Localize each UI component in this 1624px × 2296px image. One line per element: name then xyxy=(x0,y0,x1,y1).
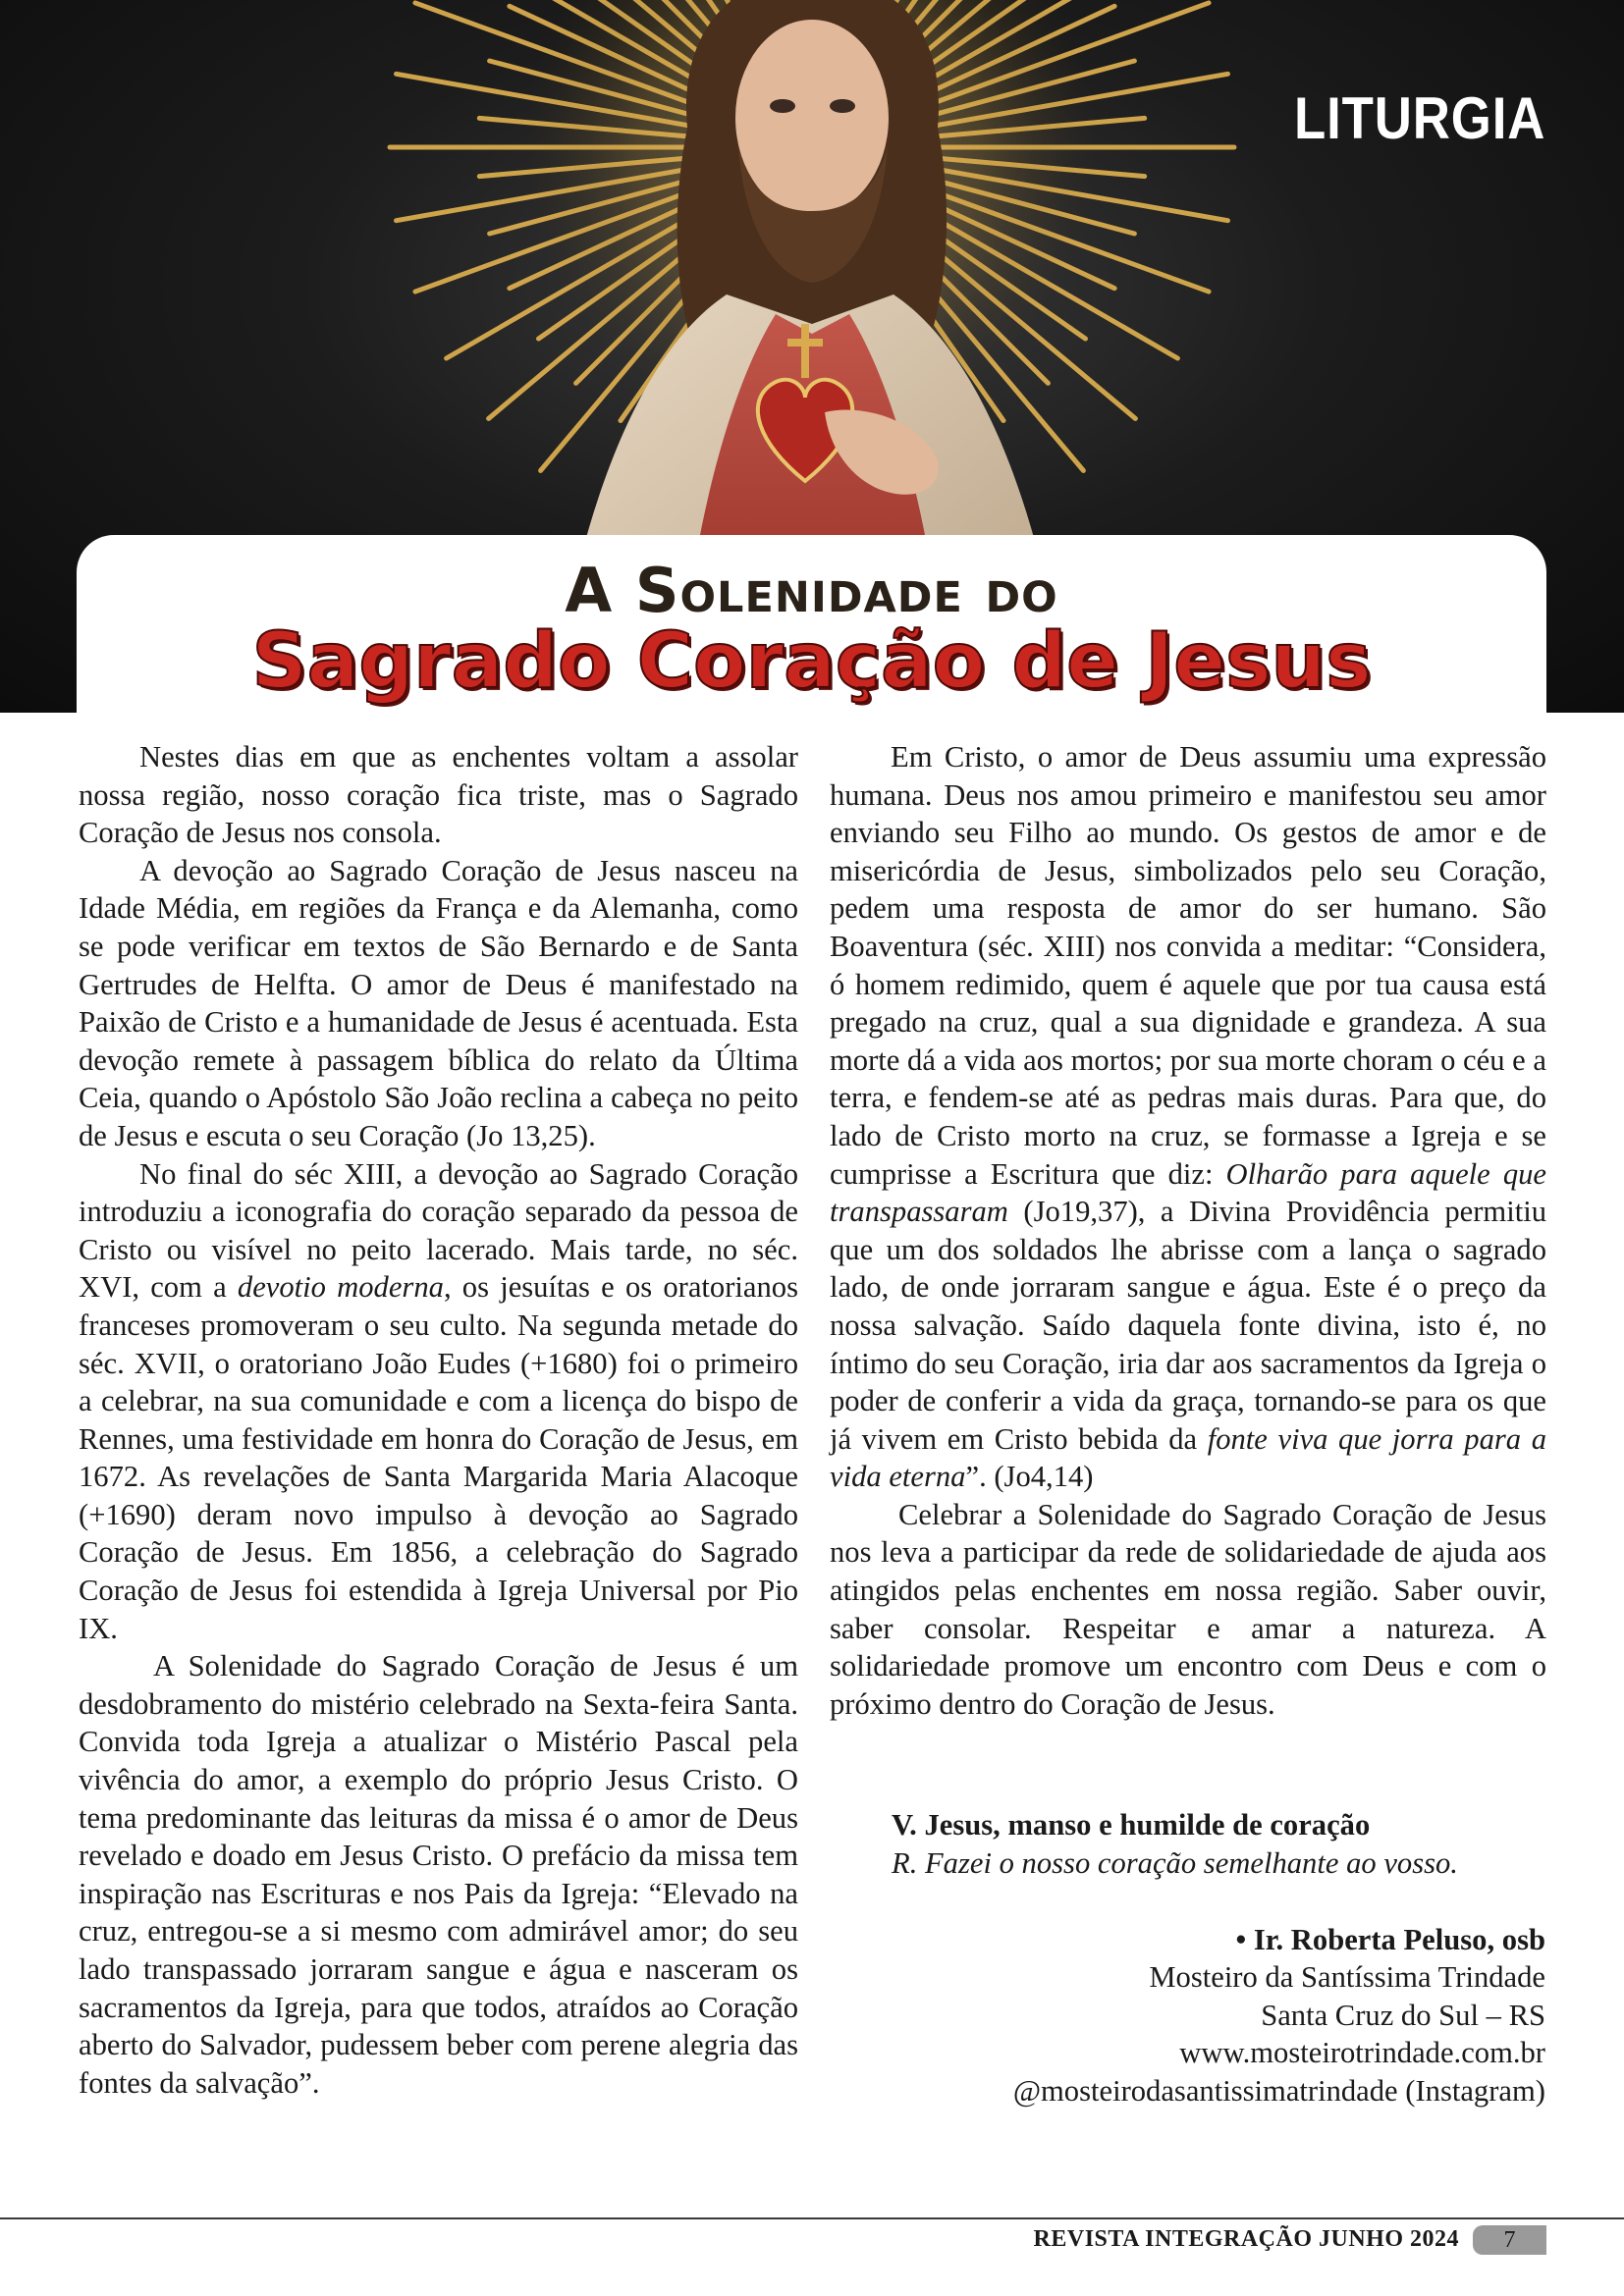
right-column xyxy=(830,738,1546,1723)
paragraph xyxy=(830,738,1546,1496)
footer-publication: REVISTA INTEGRAÇÃO JUNHO 2024 xyxy=(1033,2226,1459,2252)
text-run: No final do séc XIII, a devoção ao Sagrado Coração introduziu a iconografia do coração separado da pessoa de Cristo ou visível no peito lacerado. Mais tarde, no séc. XVI, com a xyxy=(79,1156,798,1305)
website-link[interactable]: www.mosteirotrindade.com.br xyxy=(1179,2036,1545,2070)
paragraph xyxy=(79,1155,798,1648)
instagram-handle: @mosteirodasantissimatrindade (Instagram) xyxy=(1012,2073,1545,2108)
author-organization: Mosteiro da Santíssima Trindade xyxy=(1149,1960,1545,1995)
section-label: LITURGIA xyxy=(1293,85,1545,151)
author-name: • Ir. Roberta Peluso, osb xyxy=(1235,1923,1545,1956)
left-column xyxy=(79,738,798,2102)
text-run: (Jo19,37), a Divina Providência permitiu que um dos soldados lhe abrisse com a lança o sagrado lado, de onde jorraram sangue e água. Este é o preço da nossa salvação. Saído daquela fonte divina, isto é, no íntimo do seu Coração, iria dar aos sacramentos da Igreja o poder de conferir a vida da graça, tornando-se para os que já vivem em Cristo bebida da xyxy=(830,1195,1546,1456)
text-run: Em Cristo, o amor de Deus assumiu uma expressão humana. Deus nos amou primeiro e manifestou seu amor enviando seu Filho ao mundo. Os gestos de amor e de misericórdia de Jesus, simbolizados pelo seu Coração, pedem uma resposta de amor do ser humano. São Boaventura (séc. XIII) nos convida a meditar: “Considera, ó homem redimido, quem é aquele que por tua causa está pregado na cruz, qual a sua dignidade e grandeza. A sua morte dá a vida aos mortos; por sua morte choram o céu e a terra, e fendem-se até as pedras mais duras. Para que, do lado de Cristo morto na cruz, se formasse a Igreja e se cumprisse a Escritura que diz: xyxy=(830,740,1546,1191)
footer-rule xyxy=(0,2217,1624,2219)
title-card xyxy=(77,535,1546,731)
paragraph: A Solenidade do Sagrado Coração de Jesus é um desdobramento do mistério celebrado na Sexta-feira Santa. Convida toda Igreja a atualizar o Mistério Pascal pela vivência do amor, a exemplo do próprio Jesus Cristo. O tema predominante das leituras da missa é o amor de Deus revelado e doado em Jesus Cristo. O prefácio da missa tem inspiração nas Escrituras e nos Pais da Igreja: “Elevado na cruz, entregou-se a si mesmo com admirável amor; do seu lado transpassado jorraram sangue e água e nasceram os sacramentos da Igreja, para que todos, atraídos ao Coração aberto do Salvador, pudessem beber com perene alegria das fontes da salvação”. xyxy=(79,1649,798,2100)
text-run: ”. (Jo4,14) xyxy=(965,1460,1094,1494)
text-run: , os jesuítas e os oratorianos franceses promoveram o seu culto. Na segunda metade do séc. XVII, o oratoriano João Eudes (+1680) foi o primeiro a celebrar, na sua comunidade e com a licença do bispo de Rennes, uma festividade em honra do Coração de Jesus, em 1672. As revelações de Santa Margarida Maria Alacoque (+1690) deram novo impulso à devoção ao Sagrado Coração de Jesus. Em 1856, a celebração do Sagrado Coração de Jesus foi estendida à Igreja Universal por Pio IX. xyxy=(79,1270,798,1645)
paragraph: A devoção ao Sagrado Coração de Jesus nasceu na Idade Média, em regiões da França e da Alemanha, como se pode verificar em textos de São Bernardo e de Santa Gertrudes de Helfta. O amor de Deus é manifestado na Paixão de Cristo e a humanidade de Jesus é acentuada. Esta devoção remete à passagem bíblica do relato da Última Ceia, quando o Apóstolo São João reclina a cabeça no peito de Jesus e escuta o seu Coração (Jo 13,25). xyxy=(79,853,798,1152)
paragraph: Nestes dias em que as enchentes voltam a assolar nossa região, nosso coração fica triste, mas o Sagrado Coração de Jesus nos consola. xyxy=(79,740,798,850)
author-city: Santa Cruz do Sul – RS xyxy=(1261,1998,1545,2032)
versicle-block xyxy=(892,1806,1458,1882)
response: R. Fazei o nosso coração semelhante ao vosso. xyxy=(892,1845,1458,1880)
paragraph: Celebrar a Solenidade do Sagrado Coração de Jesus nos leva a participar da rede de solidariedade de ajuda aos atingidos pelas enchentes em nossa região. Saber ouvir, saber consolar. Respeitar e amar a natureza. A solidariedade promove um encontro com Deus e com o próximo dentro do Coração de Jesus. xyxy=(830,1497,1546,1721)
article-title-line1: A Solenidade do xyxy=(565,555,1058,626)
page-number: 7 xyxy=(1473,2225,1546,2255)
italic-quote: fonte viva que jorra para a vida eterna xyxy=(830,1421,1546,1494)
italic-quote: Olharão para aquele que transpassaram xyxy=(830,1156,1546,1229)
versicle: V. Jesus, manso e humilde de coração xyxy=(892,1808,1371,1842)
signature-block xyxy=(1013,1921,1545,2109)
italic-term: devotio moderna xyxy=(237,1270,444,1305)
article-title-line2: Sagrado Coração de Jesus xyxy=(251,617,1372,706)
